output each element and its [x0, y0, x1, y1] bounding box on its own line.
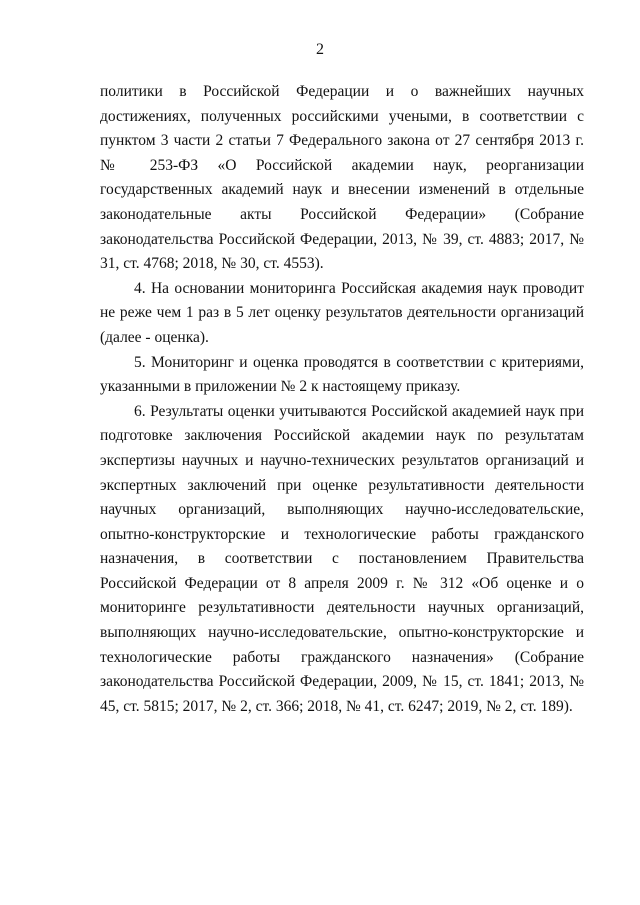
- page-number: 2: [316, 41, 324, 58]
- paragraph-item-4: 4. На основании мониторинга Российская академия наук проводит не реже чем 1 раз в 5 лет оценку результатов деятельности организаций (далее - оценка).: [100, 279, 584, 346]
- paragraph-item-5: 5. Мониторинг и оценка проводятся в соответствии с критериями, указанными в приложении № 2 к настоящему приказу.: [100, 353, 584, 396]
- paragraph-continuation: политики в Российской Федерации и о важнейших научных достижениях, полученных российскими учеными, в соответствии с пунктом 3 части 2 статьи 7 Федерального закона от 27 сентября 2013 г. № 253-ФЗ «О Российской академии наук, реорганизации государственных академий наук и внесении изменений в отдельные законодательные акты Российской Федерации» (Собрание законодательства Российской Федерации, 2013, № 39, ст. 4883; 2017, № 31, ст. 4768; 2018, № 30, ст. 4553).: [100, 83, 584, 273]
- document-body: [100, 80, 584, 719]
- paragraph-item-6: 6. Результаты оценки учитываются Российской академией наук при подготовке заключения Российской академии наук по результатам экспертизы научных и научно-технических результатов организаций и экспертных заключений при оценке результативности деятельности научных организаций, выполняющих научно-исследовательские, опытно-конструкторские и технологические работы гражданского назначения, в соответствии с постановлением Правительства Российской Федерации от 8 апреля 2009 г. № 312 «Об оценке и о мониторинге результативности деятельности научных организаций, выполняющих научно-исследовательские, опытно-конструкторские и технологические работы гражданского назначения» (Собрание законодательства Российской Федерации, 2009, № 15, ст. 1841; 2013, № 45, ст. 5815; 2017, № 2, ст. 366; 2018, № 41, ст. 6247; 2019, № 2, ст. 189).: [100, 402, 584, 715]
